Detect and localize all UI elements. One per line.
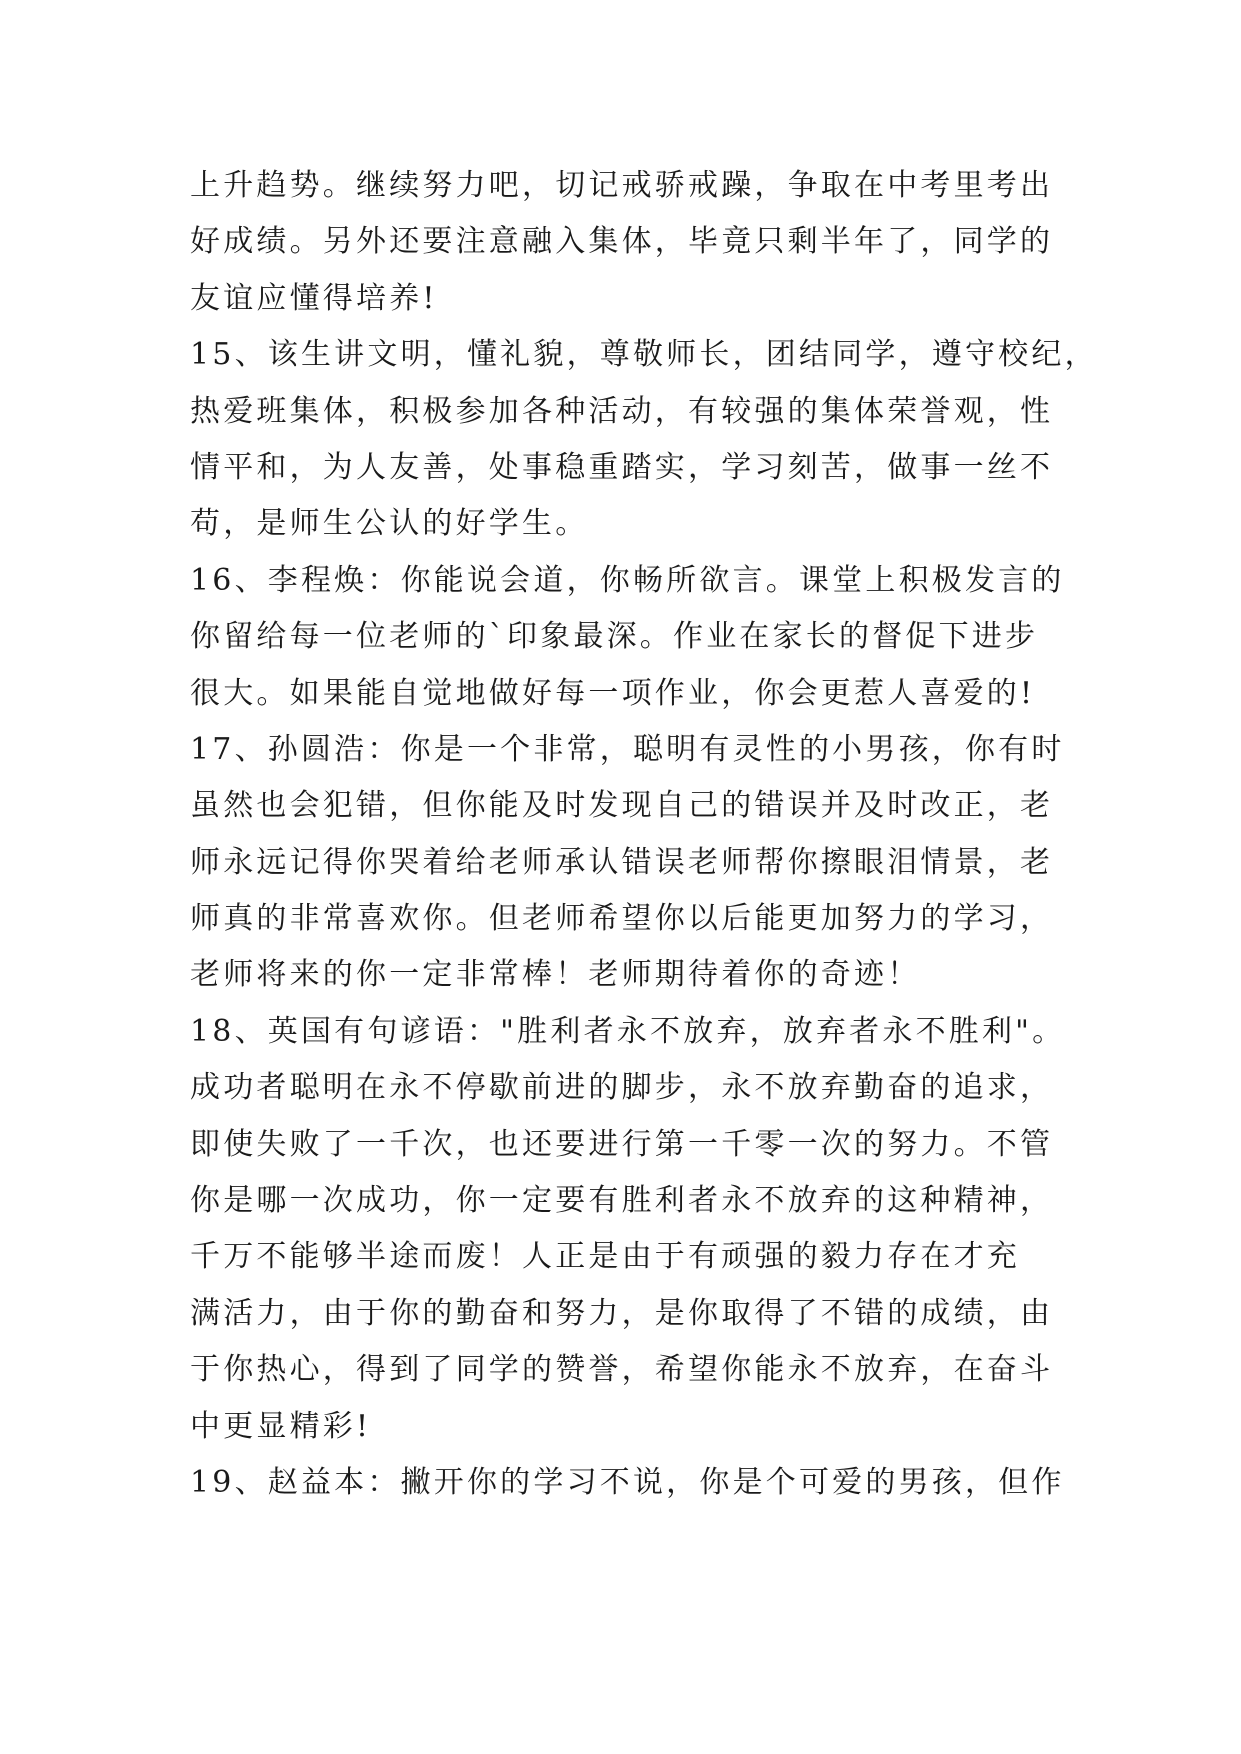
text-line: 苟，是师生公认的好学生。: [190, 506, 589, 542]
text-line: 中更显精彩!: [190, 1408, 372, 1444]
text-line: 热爱班集体，积极参加各种活动，有较强的集体荣誉观，性: [190, 393, 1054, 429]
text-line: 虽然也会犯错，但你能及时发现自己的错误并及时改正，老: [190, 788, 1054, 824]
text-line: 情平和，为人友善，处事稳重踏实，学习刻苦，做事一丝不: [190, 449, 1054, 485]
text-line: 友谊应懂得培养!: [190, 280, 438, 316]
text-line: 你留给每一位老师的`印象最深。作业在家长的督促下进步: [190, 619, 1039, 655]
text-line: 19、赵益本：撇开你的学习不说，你是个可爱的男孩，但作: [190, 1464, 1065, 1500]
text-line: 老师将来的你一定非常棒！老师期待着你的奇迹！: [190, 957, 921, 993]
text-line: 师真的非常喜欢你。但老师希望你以后能更加努力的学习，: [190, 901, 1054, 937]
text-line: 满活力，由于你的勤奋和努力，是你取得了不错的成绩，由: [190, 1295, 1054, 1331]
text-line: 于你热心，得到了同学的赞誉，希望你能永不放弃，在奋斗: [190, 1352, 1054, 1388]
text-line: 17、孙圆浩：你是一个非常，聪明有灵性的小男孩，你有时: [190, 731, 1065, 767]
text-line: 好成绩。另外还要注意融入集体，毕竟只剩半年了，同学的: [190, 224, 1054, 260]
text-line: 16、李程焕：你能说会道，你畅所欲言。课堂上积极发言的: [190, 562, 1065, 598]
text-line: 15、该生讲文明，懂礼貌，尊敬师长，团结同学，遵守校纪，: [190, 337, 1098, 373]
text-line: 成功者聪明在永不停歇前进的脚步，永不放弃勤奋的追求，: [190, 1070, 1054, 1106]
text-line: 师永远记得你哭着给老师承认错误老师帮你擦眼泪情景，老: [190, 844, 1054, 880]
text-line: 18、英国有句谚语："胜利者永不放弃，放弃者永不胜利"。: [190, 1013, 1066, 1049]
text-line: 即使失败了一千次，也还要进行第一千零一次的努力。不管: [190, 1126, 1054, 1162]
text-line: 你是哪一次成功，你一定要有胜利者永不放弃的这种精神，: [190, 1183, 1054, 1219]
body-text: [190, 158, 1098, 1511]
text-line: 很大。如果能自觉地做好每一项作业，你会更惹人喜爱的!: [190, 675, 1036, 711]
text-line: 千万不能够半途而废！人正是由于有顽强的毅力存在才充: [190, 1239, 1020, 1275]
text-line: 上升趋势。继续努力吧，切记戒骄戒躁，争取在中考里考出: [190, 168, 1054, 203]
